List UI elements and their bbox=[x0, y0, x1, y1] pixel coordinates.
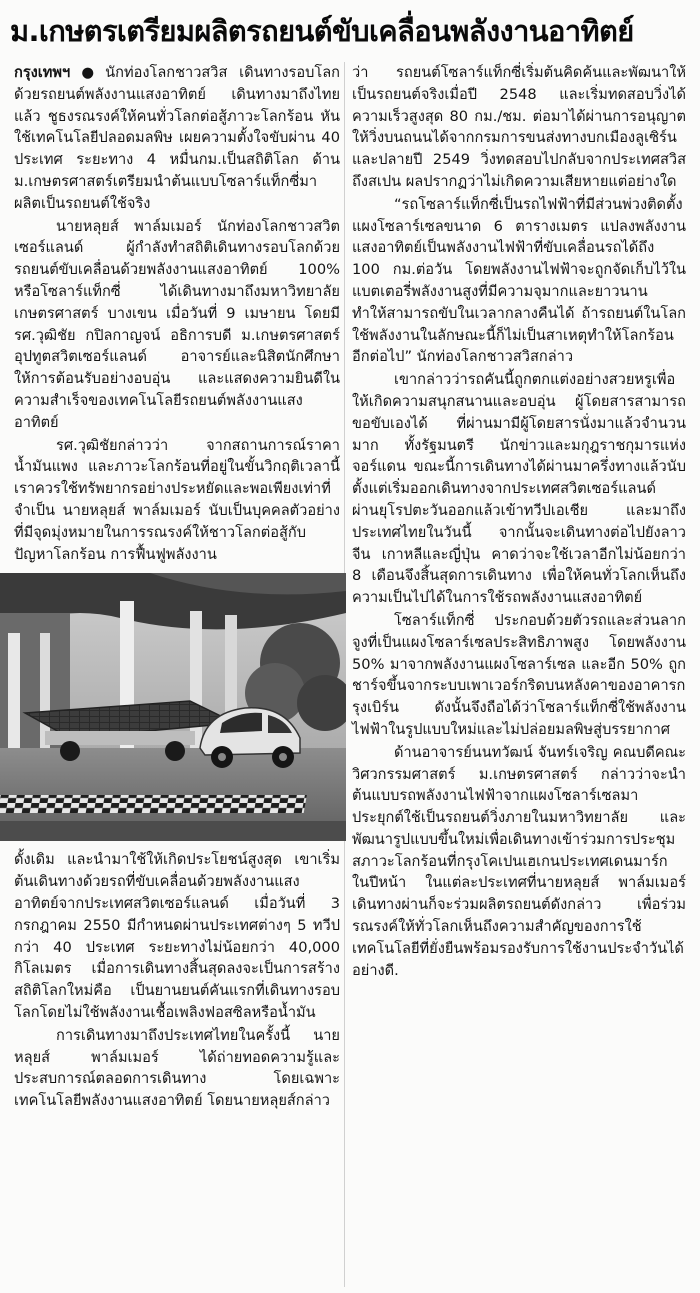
solar-taxi-photo bbox=[0, 573, 346, 841]
body-paragraph: ว่า รถยนต์โซลาร์แท็กซี่เริ่มต้นคิดค้นและพัฒนาให้เป็นรถยนต์จริงเมื่อปี 2548 และเริ่มทดสอบวิ่งได้ความเร็วสูงสุด 80 กม./ชม. ต่อมาได้ผ่านการอนุญาตให้วิ่งบนถนนได้จากกรมการขนส่งทางบกเมืองลูเซิร์น และปลายปี 2549 วิ่งทดสอบไปกลับจากประเทศสวิสถึงสเปน ผลปรากฏว่าไม่เกิดความเสียหายแต่อย่างใด bbox=[352, 64, 686, 190]
body-paragraph: การเดินทางมาถึงประเทศไทยในครั้งนี้ นายหลุยส์ พาล์มเมอร์ ได้ถ่ายทอดความรู้และประสบการณ์ตลอดการเดินทาง โดยเฉพาะเทคโนโลยีพลังงานแสงอาทิตย์ โดยนายหลุยส์กล่าว bbox=[14, 1026, 340, 1110]
right-column bbox=[352, 62, 686, 981]
lead-paragraph bbox=[14, 62, 340, 215]
dateline: กรุงเทพฯ bbox=[14, 64, 71, 81]
body-paragraph: นายหลุยส์ พาล์มเมอร์ นักท่องโลกชาวสวิตเซอร์แลนด์ ผู้กำลังทำสถิติเดินทางรอบโลกด้วยรถยนต์ขับเคลื่อนด้วยพลังงานแสงอาทิตย์ 100% หรือโซลาร์แท็กซี่ ได้เดินทางมาถึงมหาวิทยาลัยเกษตรศาสตร์ บางเขน เมื่อวันที่ 9 เมษายน โดยมี รศ.วุฒิชัย กปิลกาญจน์ อธิการบดี ม.เกษตรศาสตร์ อุปทูตสวิตเซอร์แลนด์ อาจารย์และนิสิตนักศึกษาให้การต้อนรับอย่างอบอุ่น และแสดงความยินดีในความสำเร็จของเทคโนโลยีรถยนต์พลังงานแสงอาทิตย์ bbox=[14, 217, 340, 431]
body-paragraph: โซลาร์แท็กซี่ ประกอบด้วยตัวรถและส่วนลากจูงที่เป็นแผงโซลาร์เซลประสิทธิภาพสูง โดยพลังงาน 50% มาจากพลังงานแผงโซลาร์เซล และอีก 50% ถูกชาร์จขึ้นจากระบบเพาเวอร์กริดบนหลังคาของอาคารกรุงเบิร์น ดังนั้นจึงถือได้ว่าโซลาร์แท็กซี่ใช้พลังงานไฟฟ้าในรูปแบบใหม่และไม่ปล่อยมลพิษสู่บรรยากาศ bbox=[352, 611, 686, 738]
lead-text: นักท่องโลกชาวสวิส เดินทางรอบโลกด้วยรถยนต์พลังงานแสงอาทิตย์ เดินทางมาถึงไทยแล้ว ชูธงรณรงค์ให้คนทั่วโลกต่อสู้ภาวะโลกร้อน หันใช้เทคโนโลยีปลอดมลพิษ เผยความตั้งใจขับผ่าน 40 ประเทศ ระยะทาง 4 หมื่นกม.เป็นสถิติโลก ด้าน ม.เกษตรศาสตร์เตรียมนำต้นแบบโซลาร์แท็กซี่มาผลิตเป็นรถยนต์ใช้จริง bbox=[14, 64, 340, 212]
body-paragraph: รศ.วุฒิชัยกล่าวว่า จากสถานการณ์ราคาน้ำมันแพง และภาวะโลกร้อนที่อยู่ในขั้นวิกฤติเวลานี้ เราควรใช้ทรัพยากรอย่างประหยัดและพอเพียงเท่าที่จำเป็น นายหลุยส์ พาล์มเมอร์ นับเป็นบุคคลตัวอย่างที่มีจุดมุ่งหมายในการรณรงค์ให้ชาวโลกต่อสู้กับปัญหาโลกร้อน การฟื้นฟูพลังงาน bbox=[14, 436, 340, 563]
body-paragraph: เขากล่าวว่ารถคันนี้ถูกตกแต่งอย่างสวยหรูเพื่อให้เกิดความสนุกสนานและอบอุ่น ผู้โดยสารสามารถขอขับเองได้ ที่ผ่านมามีผู้โดยสารนั่งมาแล้วจำนวนมาก ทั้งรัฐมนตรี นักข่าวและมกุฎราชกุมารแห่งจอร์แดน ขณะนี้การเดินทางได้ผ่านมาครึ่งทางแล้วนับตั้งแต่เริ่มออกเดินทางจากประเทศสวิตเซอร์แลนด์ ผ่านยุโรปตะวันออกแล้วเข้าทวีปเอเชีย และมาถึงประเทศไทยในวันนี้ จากนั้นจะเดินทางต่อไปยังลาว จีน เกาหลีและญี่ปุ่น คาดว่าจะใช้เวลาอีกไม่น้อยกว่า 8 เดือนจึงสิ้นสุดการเดินทาง เพื่อให้คนทั่วโลกเห็นถึงความเป็นไปได้ในการใช้รถพลังงานแสงอาทิตย์ bbox=[352, 371, 686, 607]
body-paragraph: ดั้งเดิม และนำมาใช้ให้เกิดประโยชน์สูงสุด เขาเริ่มต้นเดินทางด้วยรถที่ขับเคลื่อนด้วยพลังงานแสงอาทิตย์จากประเทศสวิตเซอร์แลนด์ เมื่อวันที่ 3 กรกฎาคม 2550 มีกำหนดผ่านประเทศต่างๆ 5 ทวีปกว่า 40 ประเทศ ระยะทางไม่น้อยกว่า 40,000 กิโลเมตร เมื่อการเดินทางสิ้นสุดลงจะเป็นการสร้างสถิติโลกใหม่คือ เป็นยานยนต์คันแรกที่เดินทางรอบโลกโดยไม่ใช้พลังงานเชื้อเพลิงฟอสซิลหรือน้ำมัน bbox=[14, 851, 340, 1021]
headline: ม.เกษตรเตรียมผลิตรถยนต์ขับเคลื่อนพลังงานอาทิตย์ bbox=[10, 14, 634, 48]
photo-illustration bbox=[0, 573, 346, 841]
bullet-icon: ● bbox=[74, 64, 102, 81]
body-paragraph: ด้านอาจารย์นนทวัฒน์ จันทร์เจริญ คณบดีคณะวิศวกรรมศาสตร์ ม.เกษตรศาสตร์ กล่าวว่าจะนำต้นแบบรถพลังงานไฟฟ้าจากแผงโซลาร์เซลมาประยุกต์ใช้เป็นรถยนต์วิ่งภายในมหาวิทยาลัย และพัฒนารูปแบบขึ้นใหม่เพื่อเดินทางเข้าร่วมการประชุมสภาวะโลกร้อนที่กรุงโคเปนเฮเกนประเทศเดนมาร์ก ในปีหน้า ในแต่ละประเทศที่นายหลุยส์ พาล์มเมอร์ เดินทางผ่านก็จะร่วมผลิตรถยนต์ดังกล่าว เพื่อร่วมรณรงค์ให้ทั่วโลกเห็นถึงความสำคัญของการใช้เทคโนโลยีที่ยั่งยืนพร้อมรองรับการใช้งานประจำวันได้อย่างดี. bbox=[352, 743, 686, 979]
quote-paragraph: “รถโซลาร์แท็กซี่เป็นรถไฟฟ้าที่มีส่วนพ่วงติดตั้งแผงโซลาร์เซลขนาด 6 ตารางเมตร แปลงพลังงานแสงอาทิตย์เป็นพลังงานไฟฟ้าที่ขับเคลื่อนรถได้ถึง 100 กม.ต่อวัน โดยพลังงานไฟฟ้าจะถูกจัดเก็บไว้ในแบตเตอรี่พลังงานสูงที่มีความจุมากและยาวนาน ทำให้สามารถขับในเวลากลางคืนได้ ถ้ารถยนต์ในโลกใช้พลังงานในลักษณะนี้ก็ไม่เป็นสาเหตุทำให้โลกร้อนอีกต่อไป” นักท่องโลกชาวสวิสกล่าว bbox=[352, 195, 686, 366]
left-column bbox=[14, 62, 340, 1112]
